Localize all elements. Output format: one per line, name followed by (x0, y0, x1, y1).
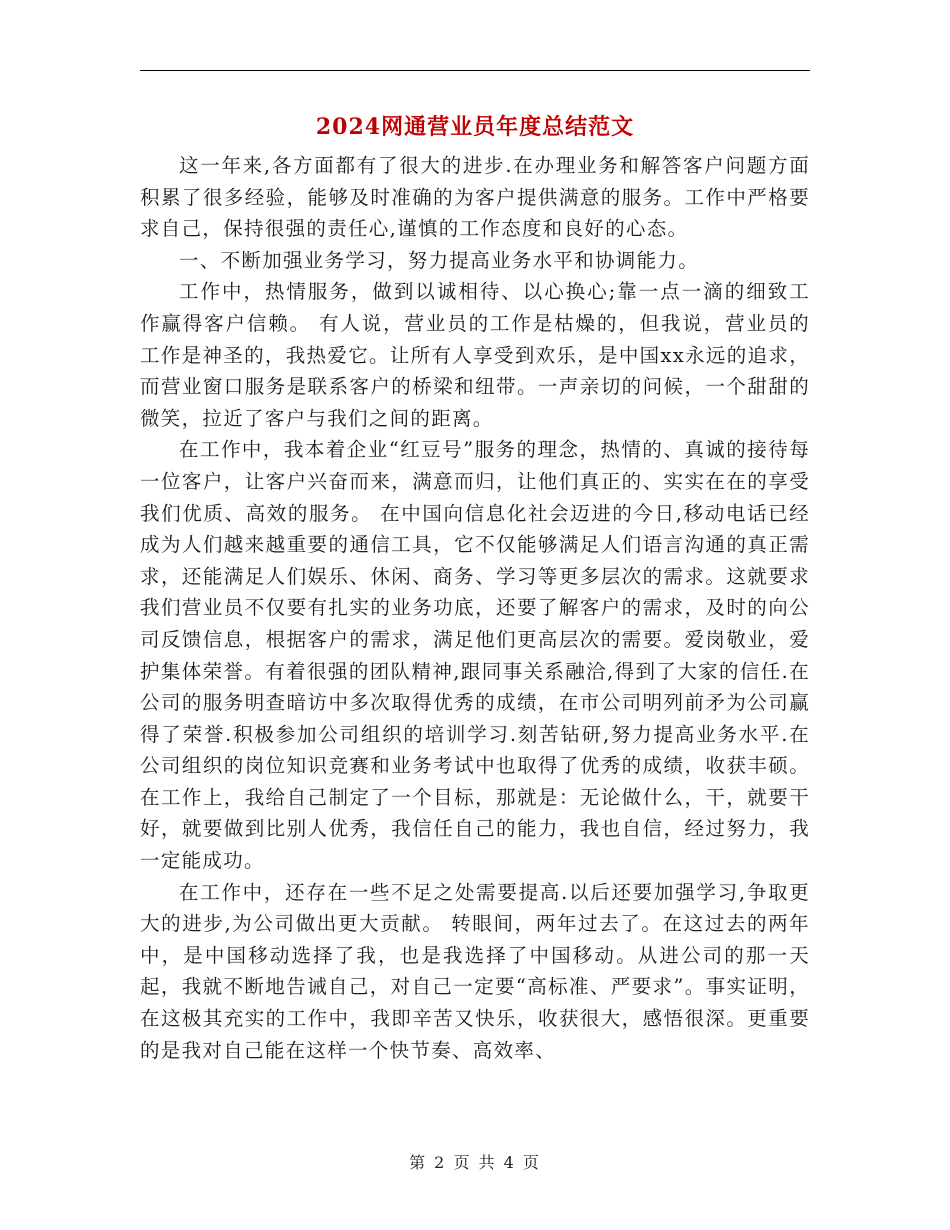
page-footer: 第 2 页 共 4 页 (409, 1153, 541, 1172)
document-body (140, 150, 810, 1066)
paragraph-section-heading: 一、不断加强业务学习，努力提高业务水平和协调能力。 (179, 248, 700, 272)
paragraph-intro: 这一年来,各方面都有了很大的进步.在办理业务和解答客户问题方面积累了很多经验，能够及时准确的为客户提供满意的服务。工作中严格要求自己，保持很强的责任心,谨慎的工作态度和良好的心态。 (140, 154, 810, 241)
paragraph-shortcomings: 在工作中，还存在一些不足之处需要提高.以后还要加强学习,争取更大的进步,为公司做出更大贡献。 转眼间，两年过去了。在这过去的两年中，是中国移动选择了我，也是我选择了中国移动。从进公司的那一天起，我就不断地告诫自己，对自己一定要“高标准、严要求”。事实证明，在这极其充实的工作中，我即辛苦又快乐，收获很大，感悟很深。更重要的是我对自己能在这样一个快节奏、高效率、 (140, 880, 810, 1062)
paragraph-service: 工作中，热情服务，做到以诚相待、以心换心;靠一点一滴的细致工作赢得客户信赖。 有人说，营业员的工作是枯燥的，但我说，营业员的工作是神圣的，我热爱它。让所有人享受到欢乐，是中国xx永远的追求，而营业窗口服务是联系客户的桥梁和纽带。一声亲切的问候，一个甜甜的微笑，拉近了客户与我们之间的距离。 (140, 280, 810, 430)
paragraph-work-philosophy: 在工作中，我本着企业“红豆号”服务的理念，热情的、真诚的接待每一位客户，让客户兴奋而来，满意而归，让他们真正的、实实在在的享受我们优质、高效的服务。 在中国向信息化社会迈进的今日,移动电话已经成为人们越来越重要的通信工具，它不仅能够满足人们语言沟通的真正需求，还能满足人们娱乐、休闲、商务、学习等更多层次的需求。这就要求我们营业员不仅要有扎实的业务功底，还要了解客户的需求，及时的向公司反馈信息，根据客户的需求，满足他们更高层次的需要。爱岗敬业，爱护集体荣誉。有着很强的团队精神,跟同事关系融洽,得到了大家的信任.在公司的服务明查暗访中多次取得优秀的成绩，在市公司明列前矛为公司赢得了荣誉.积极参加公司组织的培训学习.刻苦钻研,努力提高业务水平.在公司组织的岗位知识竞赛和业务考试中也取得了优秀的成绩，收获丰硕。 在工作上，我给自己制定了一个目标，那就是：无论做什么，干，就要干好，就要做到比别人优秀，我信任自己的能力，我也自信，经过努力，我一定能成功。 (140, 438, 810, 873)
document-title: 2024网通营业员年度总结范文 (315, 114, 635, 140)
header-rule (140, 70, 810, 71)
